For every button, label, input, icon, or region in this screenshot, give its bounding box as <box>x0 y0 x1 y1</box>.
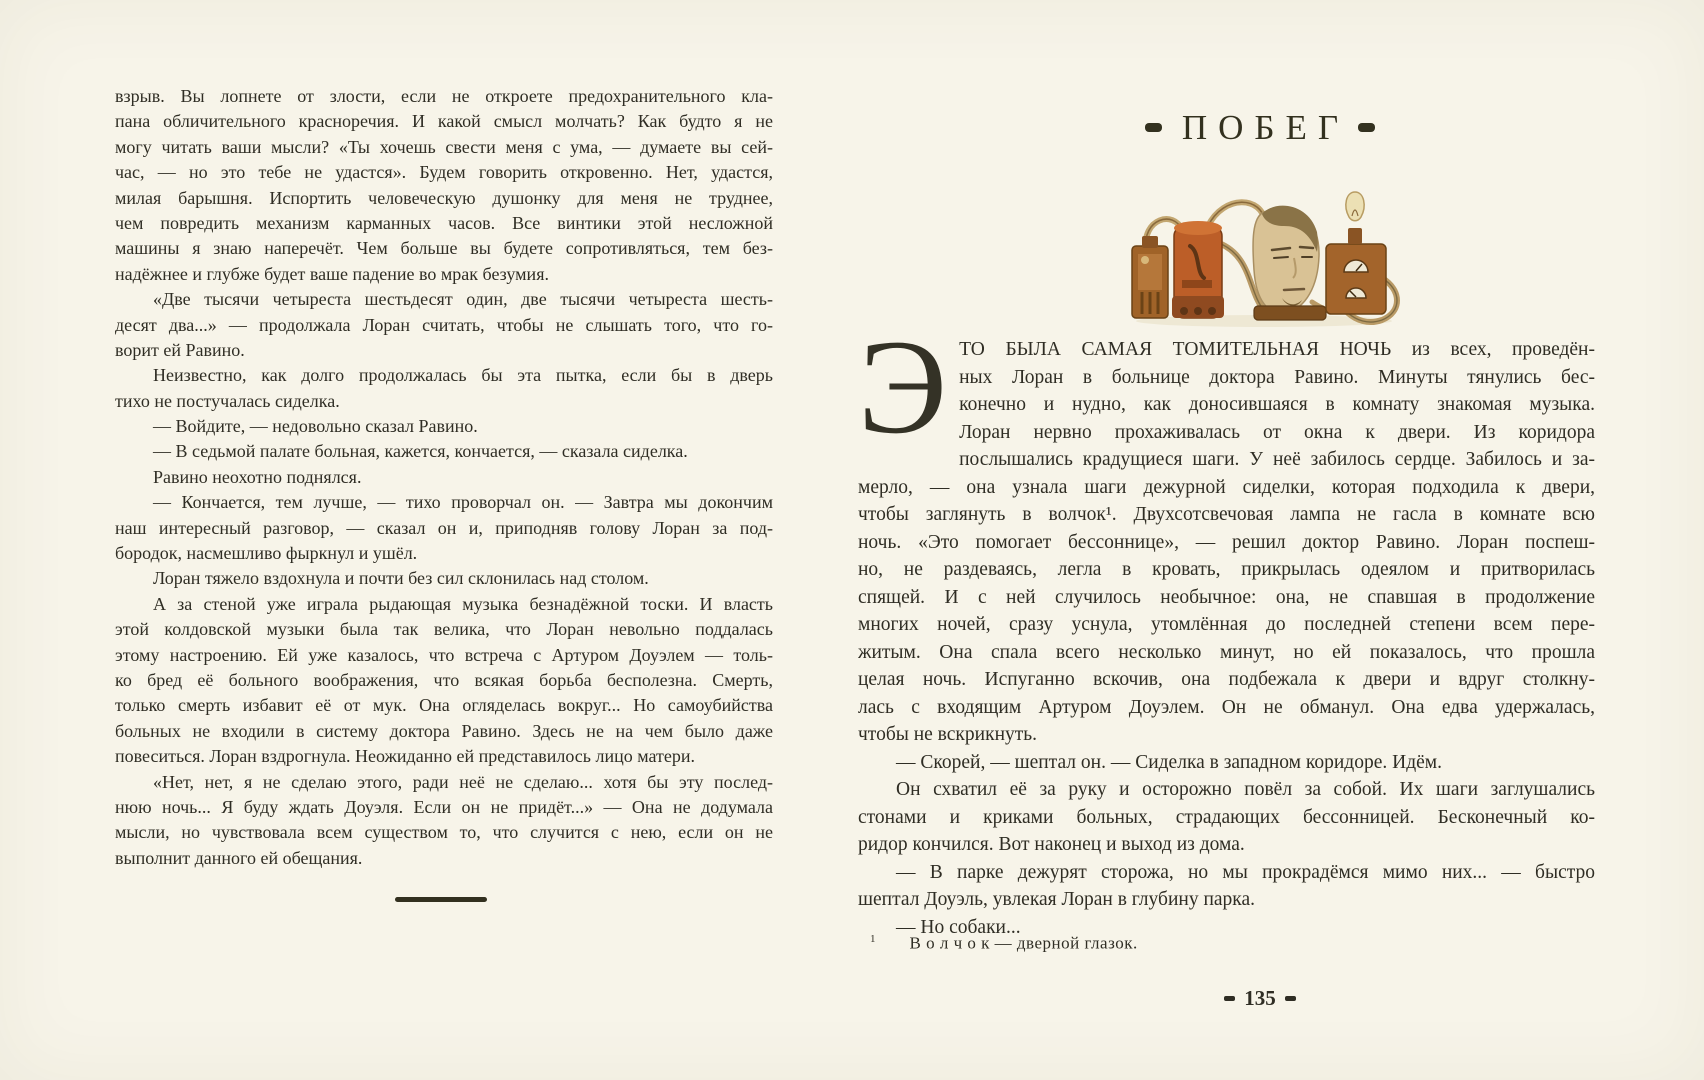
text-line: «Нет, нет, я не сделаю этого, ради неё не сделаю... хотя бы эту послед- <box>153 771 773 792</box>
text-line: пана обличительного красноречия. И какой смысл молчать? Как будто я не <box>115 111 773 132</box>
text-line: — Скорей, — шептал он. — Сиделка в западном коридоре. Идём. <box>896 751 1442 773</box>
chapter-illustration-head-apparatus <box>1112 180 1404 330</box>
text-line: десят два...» — продолжала Лоран считать, чтобы не слышать того, что го- <box>115 314 773 335</box>
text-line: — Кончается, тем лучше, — тихо проворчал он. — Завтра мы докончим <box>153 492 773 513</box>
text-line: повеситься. Лоран вздрогнула. Неожиданно ей представилось лицо матери. <box>115 746 695 767</box>
text-line: Равино неохотно поднялся. <box>153 466 362 487</box>
text-line: бородок, насмешливо фыркнул и ушёл. <box>115 543 418 564</box>
text-line: нюю ночь... Я буду ждать Доуэля. Если он не придёт...» — Она не додумала <box>115 796 773 817</box>
text-line: час, — но это тебе не удастся». Будем говорить откровенно. Нет, удастся, <box>115 162 773 183</box>
section-divider <box>395 897 487 902</box>
text-line: Лоран тяжело вздохнула и почти без сил склонилась над столом. <box>153 568 649 589</box>
text-line: Неизвестно, как долго продолжалась бы эта пытка, если бы в дверь <box>153 365 773 386</box>
text-line: ко бред её больного воображения, что всякая борьба бесполезна. Смерть, <box>115 669 773 690</box>
drop-cap-letter: Э <box>858 313 948 462</box>
text-line: ных Лоран в больнице доктора Равино. Минуты тянулись бес- <box>959 366 1595 388</box>
text-line: машины я знаю наперечёт. Чем больше вы будете сопротивляться, тем без- <box>115 238 773 259</box>
text-line: конечно и нудно, как доносившаяся в комнату знакомая музыка. <box>959 394 1595 415</box>
text-line: — Но собаки... <box>896 916 1021 938</box>
text-line: стонами и криками больных, страдающих бессонницей. Бесконечный ко- <box>858 806 1595 828</box>
text-line: больных не входили в систему доктора Равино. Здесь не на чем было даже <box>115 720 773 741</box>
text-line: — Войдите, — недовольно сказал Равино. <box>153 416 478 437</box>
footnote-marker: 1 <box>870 933 876 945</box>
text-line: житым. Она спала всего несколько минут, но ей показалось, что прошла <box>858 641 1595 663</box>
text-line: ночь. «Это помогает бессоннице», — решил доктор Равино. Лоран поспеш- <box>858 531 1595 553</box>
footnote <box>858 933 1597 954</box>
text-line: ТО БЫЛА САМАЯ ТОМИТЕЛЬНАЯ НОЧЬ из всех, проведён- <box>959 339 1595 360</box>
text-line: «Две тысячи четыреста шестьдесят один, две тысячи четыреста шесть- <box>153 289 773 310</box>
text-line: тихо не постучалась сиделка. <box>115 390 340 411</box>
page-number <box>890 986 1630 1011</box>
text-line: чтобы не вскрикнуть. <box>858 724 1038 745</box>
text-line: шептал Доуэль, увлекая Лоран в глубину парка. <box>858 889 1255 910</box>
text-line: спящей. И с ней случилось необычное: она, не спавшая в продолжение <box>858 586 1595 608</box>
text-line: целая ночь. Испуганно вскочив, она подбежала к двери и вдруг столкну- <box>858 669 1595 690</box>
title-ornament-dot-right-icon <box>1358 123 1375 132</box>
text-line: но, не раздеваясь, легла в кровать, прикрылась одеялом и притворилась <box>858 559 1595 580</box>
text-line: мерло, — она узнала шаги дежурной сиделки, которая подходила к двери, <box>858 476 1595 498</box>
text-line: наш интересный разговор, — сказал он и, приподняв голову Лоран за под- <box>115 517 773 538</box>
text-line: Лоран нервно прохаживалась от окна к двери. Из коридора <box>959 421 1595 443</box>
text-line: могу читать ваши мысли? «Ты хочешь свести меня с ума, — думаете вы сей- <box>115 136 773 157</box>
text-line: — В седьмой палате больная, кажется, кончается, — сказала сиделка. <box>153 441 688 462</box>
text-line: чтобы заглянуть в волчок¹. Двухсотсвечовая лампа не гасла в комнате всю <box>858 504 1595 525</box>
text-line: этой колдовской музыки была так велика, что Лоран невольно поддалась <box>115 619 773 640</box>
text-line: послышались крадущиеся шаги. У неё забилось сердце. Забилось и за- <box>959 449 1595 470</box>
page-number-value: 135 <box>1244 986 1276 1010</box>
page-number-dash-right-icon <box>1285 996 1296 1001</box>
title-ornament-dot-left-icon <box>1145 123 1162 132</box>
left-page-text-column <box>115 84 773 871</box>
text-line: чем повредить механизм карманных часов. Все винтики этой несложной <box>115 212 773 233</box>
text-line: милая барышня. Испортить человеческую душонку для меня не труднее, <box>115 187 773 208</box>
footnote-text: В о л ч о к — дверной глазок. <box>909 933 1138 953</box>
text-line: А за стеной уже играла рыдающая музыка безнадёжной тоски. И власть <box>153 593 773 614</box>
text-line: лась с входящим Артуром Доуэлем. Он не обманул. Она едва удержалась, <box>858 696 1595 718</box>
text-line: выполнит данного ей обещания. <box>115 847 363 868</box>
chapter-title <box>890 108 1630 148</box>
text-line: мысли, но чувствовала всем существом то, что случится с нею, если он не <box>115 822 773 843</box>
right-page-text-column <box>858 313 1595 941</box>
text-line: — В парке дежурят сторожа, но мы прокрадёмся мимо них... — быстро <box>896 861 1595 883</box>
page-number-dash-left-icon <box>1224 996 1235 1001</box>
text-line: надёжнее и глубже будет ваше падение во мрак безумия. <box>115 263 549 284</box>
text-line: взрыв. Вы лопнете от злости, если не откроете предохранительного кла- <box>115 86 773 106</box>
text-line: ридор кончился. Вот наконец и выход из дома. <box>858 834 1245 855</box>
text-line: ворит ей Равино. <box>115 339 245 360</box>
chapter-title-text: ПОБЕГ <box>1181 108 1350 147</box>
text-line: многих ночей, сразу уснула, утомлённая до последней степени всем пере- <box>858 614 1595 635</box>
text-line: Он схватил её за руку и осторожно повёл за собой. Их шаги заглушались <box>896 779 1595 800</box>
text-line: этому настроению. Ей уже казалось, что встреча с Артуром Доуэлем — толь- <box>115 644 773 665</box>
text-line: только смерть избавит её от мук. Она огляделась вокруг... Но самоубийства <box>115 695 773 716</box>
